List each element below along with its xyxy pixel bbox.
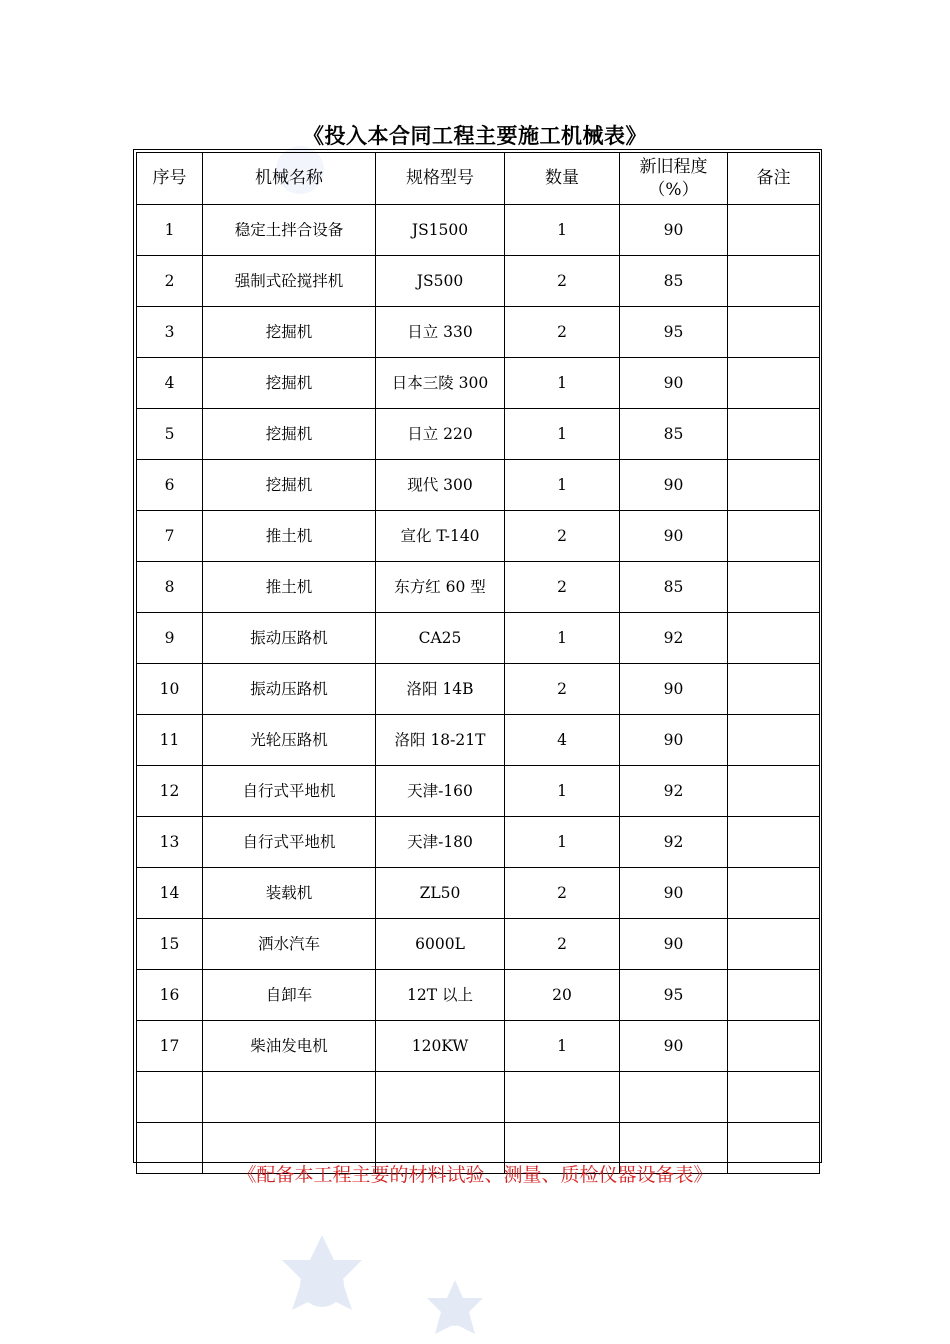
table-row — [137, 409, 820, 460]
cell-index: 1 — [137, 205, 203, 256]
cell-machine-name: 强制式砼搅拌机 — [203, 256, 376, 307]
cell-quantity: 2 — [505, 919, 620, 970]
cell-index: 14 — [137, 868, 203, 919]
cell-model: 宣化 T-140 — [376, 511, 505, 562]
cell-model: 日立 220 — [376, 409, 505, 460]
table-row — [137, 715, 820, 766]
cell-remarks — [728, 562, 820, 613]
cell-model: 120KW — [376, 1021, 505, 1072]
cell-quantity — [505, 1072, 620, 1123]
cell-quantity: 1 — [505, 613, 620, 664]
cell-index: 5 — [137, 409, 203, 460]
cell-index: 4 — [137, 358, 203, 409]
cell-model: 东方红 60 型 — [376, 562, 505, 613]
cell-machine-name — [203, 1072, 376, 1123]
cell-machine-name: 光轮压路机 — [203, 715, 376, 766]
header-quantity: 数量 — [505, 153, 620, 205]
cell-quantity: 4 — [505, 715, 620, 766]
cell-quantity: 2 — [505, 511, 620, 562]
table-row — [137, 205, 820, 256]
table-row — [137, 256, 820, 307]
cell-remarks — [728, 919, 820, 970]
cell-model: 6000L — [376, 919, 505, 970]
cell-model: 现代 300 — [376, 460, 505, 511]
header-machine-name: 机械名称 — [203, 153, 376, 205]
cell-condition: 90 — [620, 919, 728, 970]
table-row — [137, 817, 820, 868]
table-row — [137, 664, 820, 715]
cell-remarks — [728, 613, 820, 664]
header-model: 规格型号 — [376, 153, 505, 205]
cell-condition: 95 — [620, 307, 728, 358]
cell-remarks — [728, 766, 820, 817]
cell-index: 6 — [137, 460, 203, 511]
table-row — [137, 1072, 820, 1123]
cell-remarks — [728, 1072, 820, 1123]
cell-quantity: 1 — [505, 460, 620, 511]
cell-model: 12T 以上 — [376, 970, 505, 1021]
cell-quantity: 2 — [505, 868, 620, 919]
watermark-snowflake-icon — [262, 1230, 382, 1340]
table-row — [137, 970, 820, 1021]
header-remarks: 备注 — [728, 153, 820, 205]
cell-machine-name: 稳定土拌合设备 — [203, 205, 376, 256]
cell-index: 9 — [137, 613, 203, 664]
cell-machine-name: 自行式平地机 — [203, 817, 376, 868]
cell-machine-name: 挖掘机 — [203, 307, 376, 358]
cell-model — [376, 1072, 505, 1123]
cell-index: 13 — [137, 817, 203, 868]
cell-model: JS1500 — [376, 205, 505, 256]
machinery-table — [136, 152, 820, 1174]
cell-model: 日本三陵 300 — [376, 358, 505, 409]
page-title: 《投入本合同工程主要施工机械表》 — [303, 123, 647, 148]
cell-model: CA25 — [376, 613, 505, 664]
cell-condition: 90 — [620, 664, 728, 715]
cell-machine-name: 自卸车 — [203, 970, 376, 1021]
header-condition-line1: 新旧程度 — [639, 157, 708, 178]
cell-remarks — [728, 358, 820, 409]
cell-condition: 95 — [620, 970, 728, 1021]
cell-quantity: 2 — [505, 256, 620, 307]
cell-model: 洛阳 14B — [376, 664, 505, 715]
cell-index: 17 — [137, 1021, 203, 1072]
cell-machine-name: 自行式平地机 — [203, 766, 376, 817]
cell-remarks — [728, 817, 820, 868]
cell-condition: 90 — [620, 205, 728, 256]
cell-condition: 85 — [620, 562, 728, 613]
cell-index: 15 — [137, 919, 203, 970]
table-row — [137, 307, 820, 358]
cell-model: 天津-180 — [376, 817, 505, 868]
cell-condition: 92 — [620, 766, 728, 817]
cell-condition: 92 — [620, 817, 728, 868]
next-table-title: 《配备本工程主要的材料试验、测量、质检仪器设备表》 — [237, 1164, 713, 1186]
cell-quantity: 1 — [505, 766, 620, 817]
cell-quantity: 20 — [505, 970, 620, 1021]
cell-quantity: 2 — [505, 664, 620, 715]
cell-condition: 90 — [620, 715, 728, 766]
cell-condition: 92 — [620, 613, 728, 664]
header-index: 序号 — [137, 153, 203, 205]
table-header-row — [137, 153, 820, 205]
cell-condition: 85 — [620, 256, 728, 307]
cell-index: 2 — [137, 256, 203, 307]
cell-remarks — [728, 256, 820, 307]
cell-machine-name: 装载机 — [203, 868, 376, 919]
cell-machine-name: 挖掘机 — [203, 460, 376, 511]
cell-model: JS500 — [376, 256, 505, 307]
cell-index: 16 — [137, 970, 203, 1021]
table-row — [137, 460, 820, 511]
cell-remarks — [728, 664, 820, 715]
table-row — [137, 613, 820, 664]
cell-quantity: 1 — [505, 358, 620, 409]
cell-remarks — [728, 511, 820, 562]
table-row — [137, 919, 820, 970]
cell-condition: 90 — [620, 511, 728, 562]
cell-model: 天津-160 — [376, 766, 505, 817]
cell-condition: 90 — [620, 358, 728, 409]
cell-index — [137, 1072, 203, 1123]
cell-machine-name: 推土机 — [203, 511, 376, 562]
table-row — [137, 358, 820, 409]
cell-quantity: 2 — [505, 562, 620, 613]
cell-index: 11 — [137, 715, 203, 766]
cell-index: 10 — [137, 664, 203, 715]
header-condition-line2: （%） — [648, 179, 699, 200]
cell-model: 洛阳 18-21T — [376, 715, 505, 766]
cell-remarks — [728, 307, 820, 358]
cell-model: 日立 330 — [376, 307, 505, 358]
machinery-table-frame — [133, 149, 822, 1163]
cell-machine-name: 洒水汽车 — [203, 919, 376, 970]
cell-machine-name: 挖掘机 — [203, 358, 376, 409]
cell-index: 12 — [137, 766, 203, 817]
cell-index: 3 — [137, 307, 203, 358]
cell-quantity: 1 — [505, 1021, 620, 1072]
table-row — [137, 562, 820, 613]
cell-condition: 85 — [620, 409, 728, 460]
cell-index: 7 — [137, 511, 203, 562]
table-row — [137, 868, 820, 919]
cell-condition — [620, 1072, 728, 1123]
table-row — [137, 1021, 820, 1072]
table-row — [137, 766, 820, 817]
cell-quantity: 1 — [505, 205, 620, 256]
cell-remarks — [728, 460, 820, 511]
cell-quantity: 1 — [505, 409, 620, 460]
cell-quantity: 2 — [505, 307, 620, 358]
cell-machine-name: 挖掘机 — [203, 409, 376, 460]
cell-remarks — [728, 205, 820, 256]
cell-machine-name: 振动压路机 — [203, 613, 376, 664]
cell-quantity: 1 — [505, 817, 620, 868]
cell-condition: 90 — [620, 460, 728, 511]
header-condition — [620, 153, 728, 205]
cell-machine-name: 振动压路机 — [203, 664, 376, 715]
watermark-snowflake-icon — [415, 1278, 495, 1344]
cell-index: 8 — [137, 562, 203, 613]
cell-machine-name: 推土机 — [203, 562, 376, 613]
cell-machine-name: 柴油发电机 — [203, 1021, 376, 1072]
cell-remarks — [728, 715, 820, 766]
cell-model: ZL50 — [376, 868, 505, 919]
cell-remarks — [728, 868, 820, 919]
cell-remarks — [728, 970, 820, 1021]
table-row — [137, 511, 820, 562]
cell-condition: 90 — [620, 868, 728, 919]
cell-remarks — [728, 1021, 820, 1072]
cell-condition: 90 — [620, 1021, 728, 1072]
cell-remarks — [728, 409, 820, 460]
